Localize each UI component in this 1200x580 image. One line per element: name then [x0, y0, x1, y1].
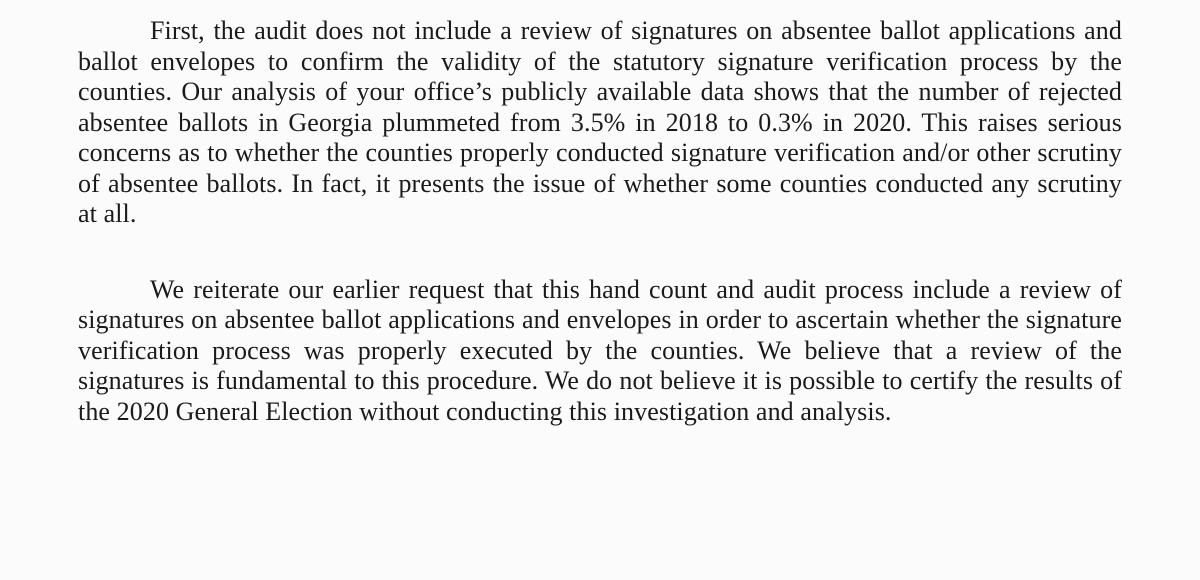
paragraph-request-signature-review: We reiterate our earlier request that this hand count and audit process include a review of signatures on absentee ballot applications and envelopes in order to ascertain whether the signature verification process was properly executed by the counties. We believe that a review of the signatures is fundamental to this procedure. We do not believe it is possible to certify the results of the 2020 General Election without conducting this investigation and analysis.: [78, 274, 1122, 426]
paragraph-audit-signature-review: First, the audit does not include a review of signatures on absentee ballot applications and ballot envelopes to confirm the validity of the statutory signature verification process by the counties. Our analysis of your office’s publicly available data shows that the number of rejected absentee ballots in Georgia plummeted from 3.5% in 2018 to 0.3% in 2020. This raises serious concerns as to whether the counties properly conducted signature verification and/or other scrutiny of absentee ballots. In fact, it presents the issue of whether some counties conducted any scrutiny at all.: [78, 16, 1122, 228]
